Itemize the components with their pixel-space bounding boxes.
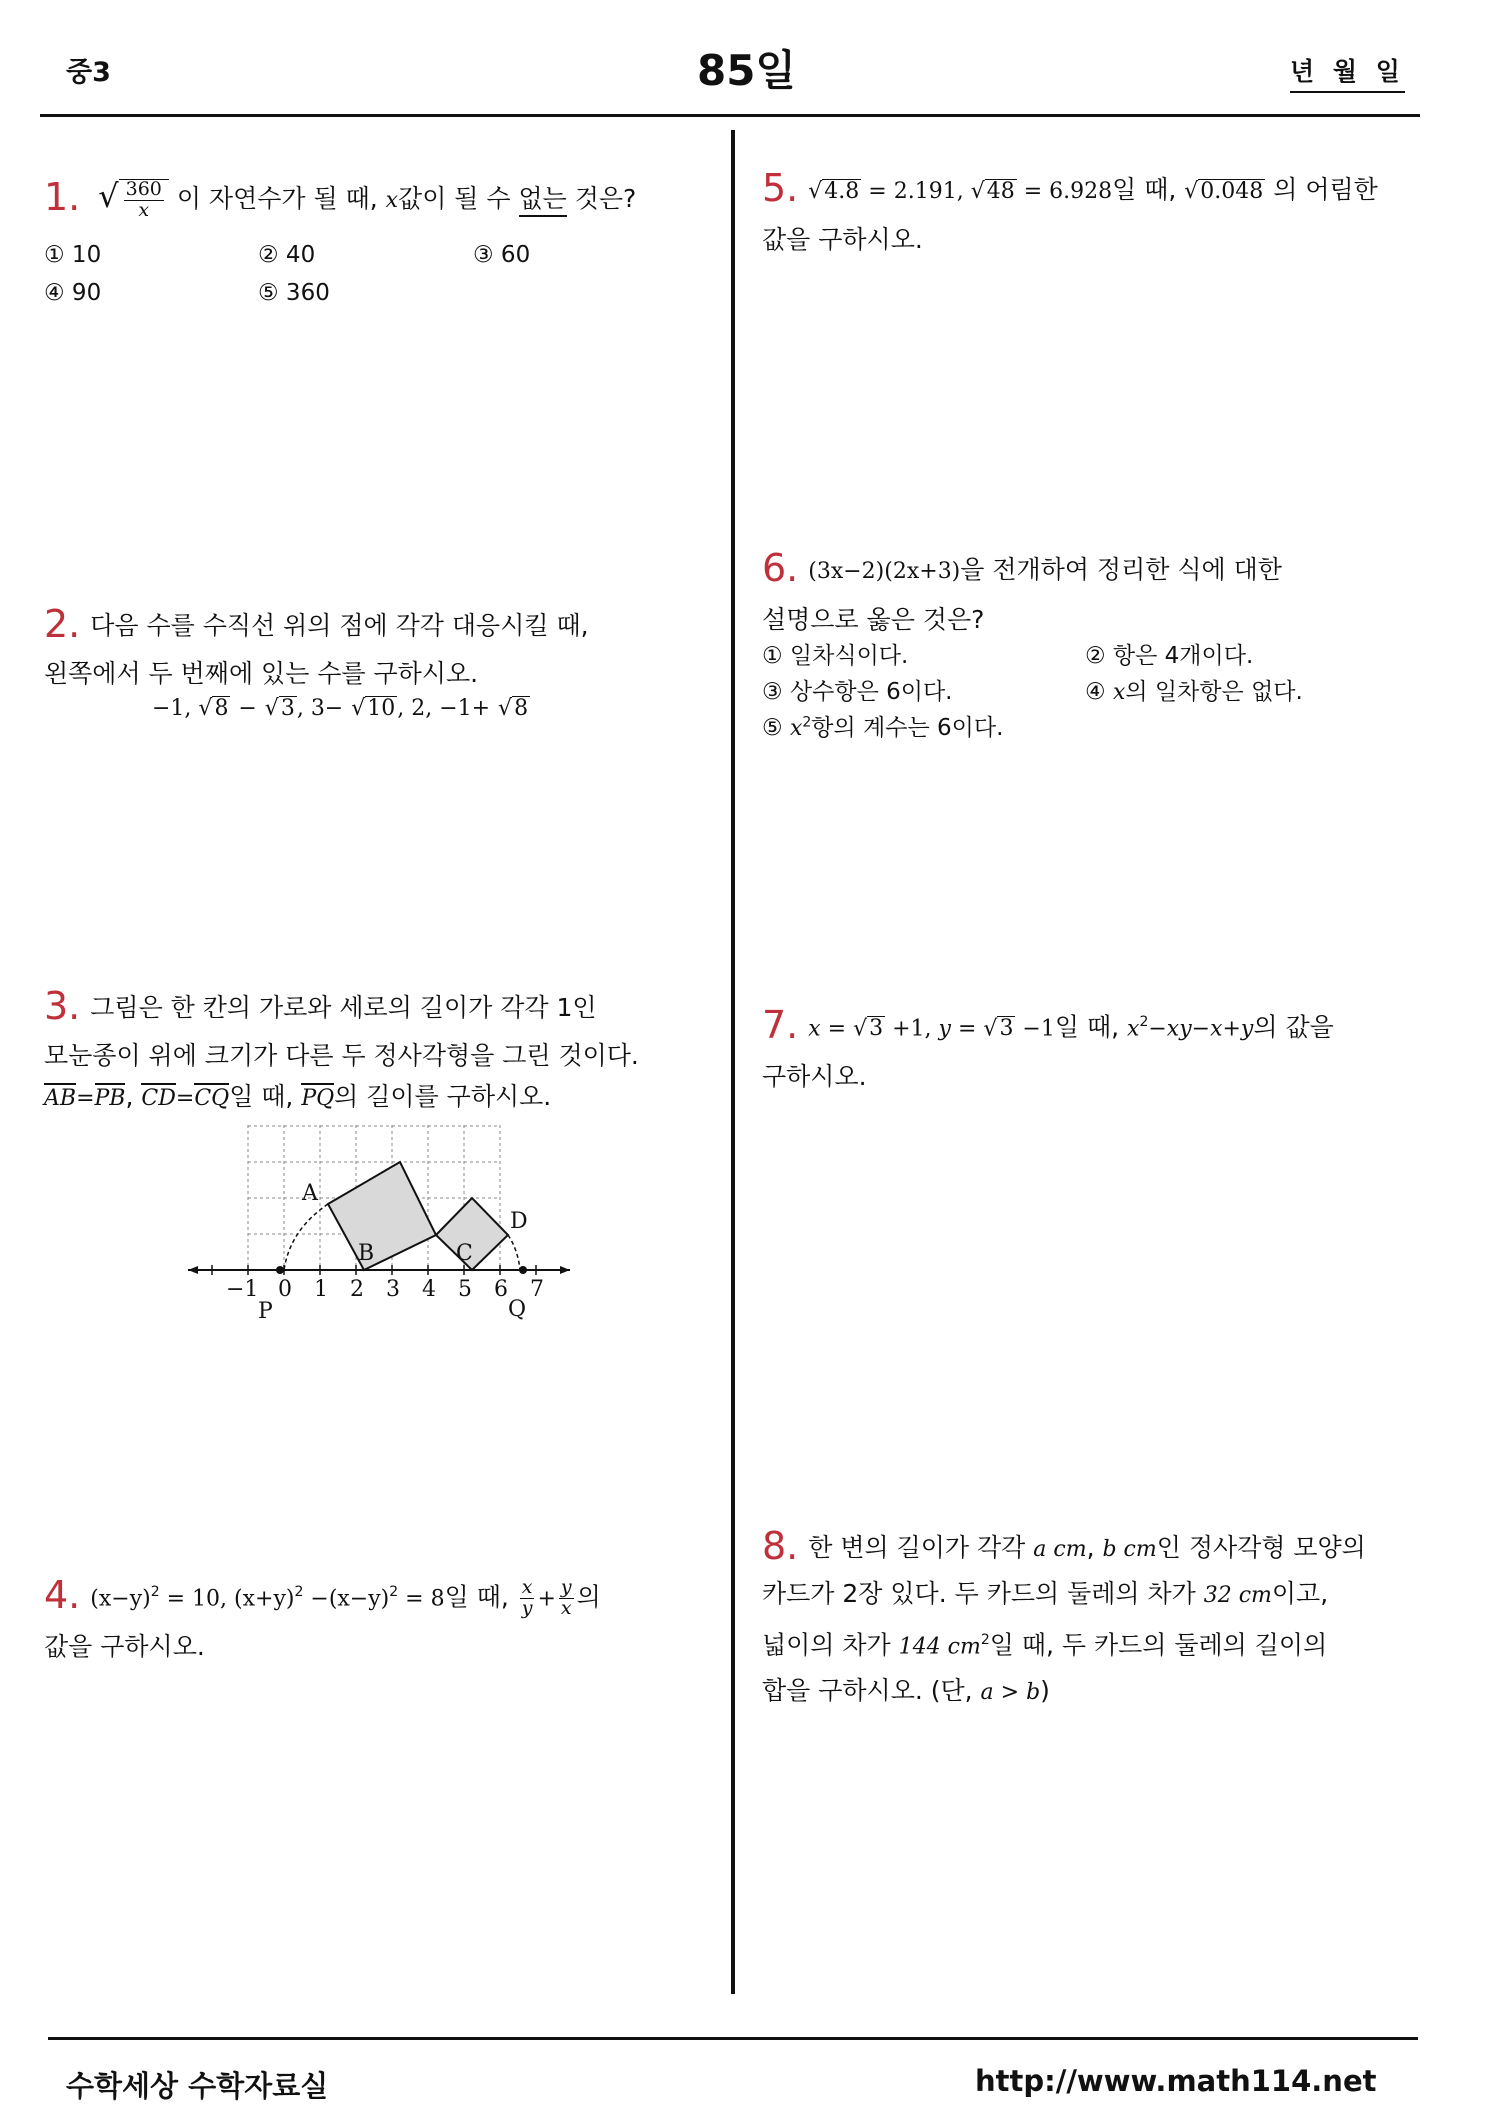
question-4: 4. $(x-y)^2 = 10$, $(x+y)^2 -(x-y)^2 = 8$일 때, $\frac{x}{y}$ + $\frac{y}{x}$ 의 값을 구하시오. [44, 1573, 601, 1662]
point-label-a: A [302, 1181, 318, 1206]
point-label-q: Q [508, 1297, 527, 1322]
grid-figure [180, 1120, 580, 1330]
option-3[interactable]: ③ 60 [473, 242, 531, 268]
point-label-c: C [456, 1241, 473, 1266]
emphasis-underline: 없는 [519, 184, 567, 217]
date-field: 년 월 일 [1290, 52, 1405, 93]
question-1: 1. √ $\frac{360}{x}$ 이 자연수가 될 때, x값이 될 수 없는 것은? [44, 175, 637, 221]
large-square [328, 1162, 436, 1270]
tick-label: 4 [422, 1277, 436, 1302]
question-7: 7. x = √3 +1, y = √3 −1일 때, $x^2-xy-x+y$의 값을 구하시오. [762, 1003, 1334, 1092]
question-number: 3. [44, 984, 81, 1028]
question-8: 8. 한 변의 길이가 각각 a cm, b cm인 정사각형 모양의 카드가 2장 있다. 두 카드의 둘레의 차가 32 cm이고, 넓이의 차가 144 $cm^2$일 때, 두 카드의 둘레의 길이의 합을 구하시오. (단, a > b) [762, 1524, 1366, 1706]
question-3: 3. 그림은 한 칸의 가로와 세로의 길이가 각각 1인 모눈종이 위에 크기가 다른 두 정사각형을 그린 것이다. AB=PB, CD=CQ일 때, PQ의 길이를 구하시오. [44, 984, 639, 1111]
point-label-p: P [258, 1299, 273, 1324]
grade-label: 중3 [66, 57, 111, 88]
point-label-b: B [358, 1241, 375, 1266]
question-5: 5. √4.8 = 2.191, √48 = 6.928일 때, √0.048 의 어림한 값을 구하시오. [762, 166, 1378, 254]
question-number: 6. [762, 546, 799, 590]
tick-label: 3 [386, 1277, 400, 1302]
tick-label: −1 [226, 1277, 259, 1302]
arc-p [284, 1204, 328, 1270]
question-2: 2. 다음 수를 수직선 위의 점에 각각 대응시킬 때, 왼쪽에서 두 번째에 있는 수를 구하시오. [44, 602, 589, 688]
question-number: 7. [762, 1003, 799, 1048]
number-list: −1, √8 − √3, 3− √10, 2, −1+ √8 [152, 696, 529, 721]
option-4[interactable]: ④ 90 [44, 280, 102, 306]
tick-label: 2 [350, 1277, 364, 1302]
option-1[interactable]: ① 10 [44, 242, 102, 268]
arc-q [508, 1235, 520, 1270]
tick-label: 1 [314, 1277, 328, 1302]
page-title: 85일 [696, 46, 797, 95]
footer-site-name: 수학세상 수학자료실 [66, 2069, 329, 2103]
tick-label: 5 [458, 1277, 472, 1302]
footer-url[interactable]: http://www.math114.net [975, 2064, 1377, 2098]
question-number: 5. [762, 166, 799, 210]
tick-label: 7 [530, 1277, 544, 1302]
question-number: 1. [44, 175, 81, 219]
question-number: 8. [762, 1524, 799, 1568]
footer-divider [48, 2037, 1418, 2040]
question-number: 4. [44, 1573, 81, 1618]
option-5[interactable]: ⑤ $x^2$항의 계수는 6이다. [762, 714, 1004, 741]
sqrt-expression: √ [98, 177, 119, 215]
point-label-d: D [510, 1209, 528, 1234]
option-5[interactable]: ⑤ 360 [258, 280, 330, 306]
question-6: 6. (3x−2)(2x+3)을 전개하여 정리한 식에 대한 설명으로 옳은 것은? [762, 546, 1282, 634]
option-3[interactable]: ③ 상수항은 6이다. [762, 679, 953, 705]
tick-label: 0 [278, 1277, 292, 1302]
option-1[interactable]: ① 일차식이다. [762, 643, 909, 669]
option-2[interactable]: ② 40 [258, 242, 316, 268]
column-divider [731, 130, 735, 1994]
tick-label: 6 [494, 1277, 508, 1302]
question-number: 2. [44, 602, 81, 646]
option-4[interactable]: ④ x의 일차항은 없다. [1085, 679, 1303, 705]
option-2[interactable]: ② 항은 4개이다. [1085, 643, 1254, 669]
header-divider [40, 114, 1420, 117]
